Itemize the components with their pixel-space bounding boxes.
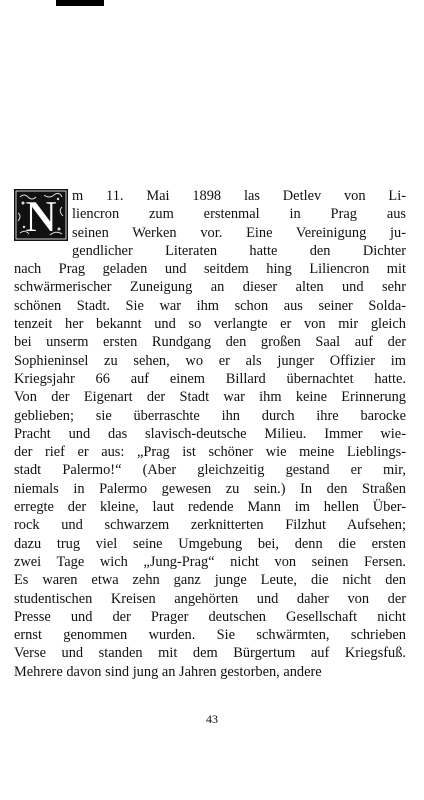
text-line: ernst genommen wurden. Sie schwärmten, schrieben <box>14 627 406 644</box>
text-line: tenzeit her bekannt und so verlangte er von mir gleich <box>14 316 406 333</box>
text-line: seinen Werken vor. Eine Vereinigung ju- <box>72 224 406 241</box>
text-line: erregte der kleine, laut redende Mann im hellen Über- <box>14 499 406 516</box>
text-line: Mehrere davon sind jung an Jahren gestorben, andere <box>14 663 322 680</box>
text-line: m 11. Mai 1898 las Detlev von Li- <box>72 188 406 204</box>
text-line: der rief er aus: „Prag ist schöner wie meine Lieblings- <box>14 444 406 461</box>
text-line: Presse und der Prager deutschen Gesellschaft nicht <box>14 608 406 625</box>
text-line: rock und schwarzem zerknitterten Filzhut Aufsehen; <box>14 517 406 534</box>
text-line: gendlicher Literaten hatte den Dichter <box>72 242 406 259</box>
text-line: dazu trug viel seine Umgebung bei, denn die ersten <box>14 535 406 552</box>
svg-text:N: N <box>25 192 57 241</box>
text-line: studentischen Kreisen angehörten und daher von der <box>14 590 406 607</box>
text-line: Sophieninsel zu sehen, wo er als junger Offizier im <box>14 352 406 369</box>
text-line: Kriegsjahr 66 auf einem Billard übernachtet hatte. <box>14 370 406 387</box>
text-line: zwei Tage wich „Jung-Prag“ nicht von seinen Fersen. <box>14 553 406 570</box>
text-line: geblieben; sie überraschte ihn durch ihre barocke <box>14 407 406 424</box>
text-block <box>14 187 406 681</box>
text-line: Von der Eigenart der Stadt war ihm keine Erinnerung <box>14 389 406 406</box>
top-edge-mark <box>56 0 104 6</box>
ornamental-initial-n <box>14 189 68 241</box>
text-line: nach Prag geladen und seitdem hing Liliencron mit <box>14 261 406 278</box>
text-line: stadt Palermo!“ (Aber gleichzeitig gestand er mir, <box>14 462 406 479</box>
page-number: 43 <box>206 712 218 726</box>
text-line: bei unserm ersten Rundgang den großen Saal auf der <box>14 334 406 351</box>
text-line: niemals in Palermo gewesen zu sein.) In den Straßen <box>14 480 406 497</box>
text-line: Pracht und das slavisch-deutsche Milieu. Immer wie- <box>14 425 406 442</box>
text-line: Es waren etwa zehn ganz junge Leute, die nicht den <box>14 572 406 589</box>
text-line: liencron zum erstenmal in Prag aus <box>72 206 406 223</box>
text-line: schönen Stadt. Sie war ihm schon aus seiner Solda- <box>14 297 406 314</box>
text-line: Verse und standen mit dem Bürgertum auf Kriegsfuß. <box>14 645 406 662</box>
text-line: schwärmerischer Zuneigung an dieser alten und sehr <box>14 279 406 296</box>
